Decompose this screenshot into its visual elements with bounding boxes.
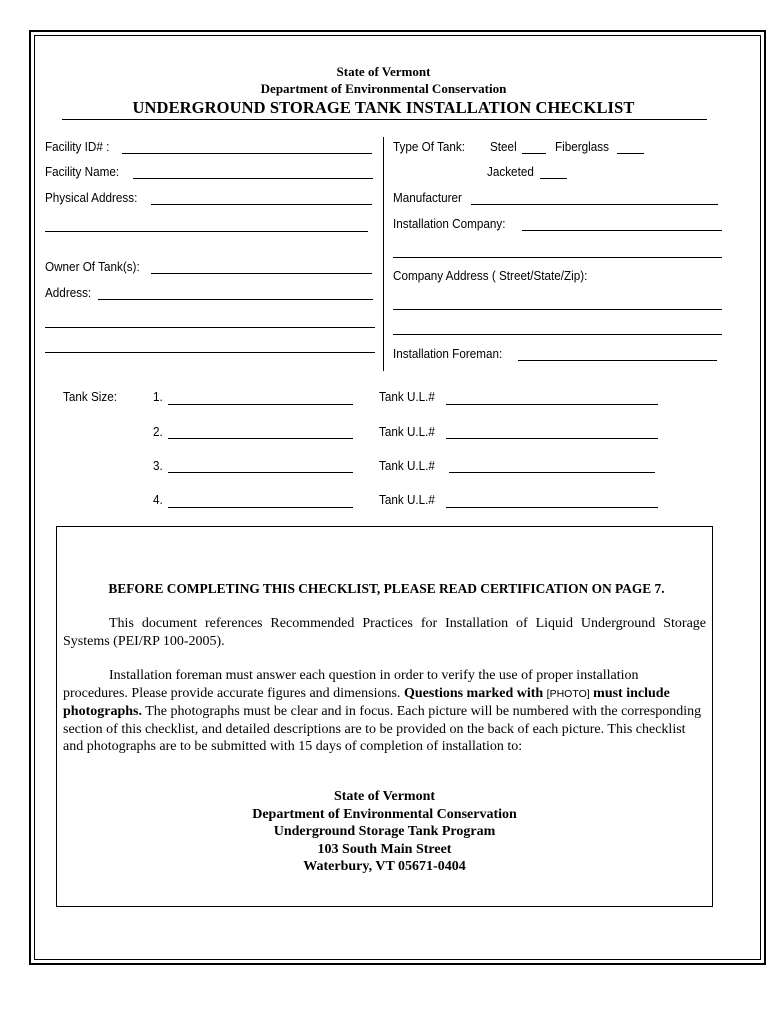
mailing-address-line: 103 South Main Street: [317, 841, 452, 857]
steel-label: Steel: [490, 139, 517, 154]
tank-ul-field-1[interactable]: [446, 404, 658, 405]
notice-p2-bold1: Questions marked with: [403, 685, 547, 701]
address-field[interactable]: [98, 299, 373, 300]
mailing-address-line: Underground Storage Tank Program: [273, 824, 496, 839]
address-field-line2[interactable]: [45, 327, 375, 328]
notice-heading: BEFORE COMPLETING THIS CHECKLIST, PLEASE READ CERTIFICATION ON PAGE 7.: [108, 581, 665, 596]
installation-company-field-line2[interactable]: [393, 257, 722, 258]
installation-foreman-label: Installation Foreman:: [393, 346, 503, 361]
notice-paragraph-2: [63, 667, 706, 756]
type-of-tank-label: Type Of Tank:: [393, 139, 465, 154]
manufacturer-field[interactable]: [471, 204, 718, 205]
tank-ul-label-3: Tank U.L.#: [379, 458, 435, 473]
tank-ul-field-4[interactable]: [446, 507, 658, 508]
header-state: State of Vermont: [336, 64, 431, 79]
tank-ul-label-2: Tank U.L.#: [379, 424, 435, 439]
manufacturer-label: Manufacturer: [393, 190, 462, 205]
column-divider: [383, 137, 384, 371]
notice-p2-start: Installation foreman must answer each question in order to verify the use of proper installation procedures. Please provide accurate figures and dimensions.: [63, 668, 639, 701]
jacketed-label: Jacketed: [487, 164, 534, 179]
address-label: Address:: [45, 285, 92, 300]
page-title: UNDERGROUND STORAGE TANK INSTALLATION CHECKLIST: [132, 98, 635, 117]
installation-company-label: Installation Company:: [393, 216, 506, 231]
address-field-line3[interactable]: [45, 352, 375, 353]
jacketed-field[interactable]: [540, 178, 567, 179]
mailing-address: [60, 788, 709, 876]
facility-id-field[interactable]: [122, 153, 372, 154]
tank-size-field-1[interactable]: [168, 404, 353, 405]
owner-field[interactable]: [151, 273, 372, 274]
owner-label: Owner Of Tank(s):: [45, 259, 140, 274]
physical-address-label: Physical Address:: [45, 190, 138, 205]
tank-size-label: Tank Size:: [63, 389, 117, 404]
tank-number-2: 2.: [153, 424, 163, 439]
photo-tag: [PHOTO]: [546, 687, 590, 700]
company-address-field-line2[interactable]: [393, 334, 722, 335]
company-address-label: Company Address ( Street/State/Zip):: [393, 268, 588, 283]
fiberglass-field[interactable]: [617, 153, 644, 154]
notice-p2-bold2: must include photographs.: [63, 685, 670, 719]
tank-ul-field-3[interactable]: [449, 472, 655, 473]
mailing-address-line: Department of Environmental Conservation: [252, 806, 517, 822]
notice-paragraph-1: This document references Recommended Practices for Installation of Liquid Underground Storage Systems (PEI/RP 100-2005).: [63, 616, 706, 649]
fiberglass-label: Fiberglass: [555, 139, 609, 154]
header-department: Department of Environmental Conservation: [260, 81, 507, 96]
tank-ul-label-1: Tank U.L.#: [379, 389, 435, 404]
steel-field[interactable]: [522, 153, 546, 154]
tank-size-field-2[interactable]: [168, 438, 353, 439]
facility-id-label: Facility ID# :: [45, 139, 110, 154]
tank-number-4: 4.: [153, 492, 163, 507]
tank-number-1: 1.: [153, 389, 163, 404]
title-underline: [62, 119, 707, 120]
facility-name-field[interactable]: [133, 178, 373, 179]
installation-foreman-field[interactable]: [518, 360, 717, 361]
company-address-field[interactable]: [393, 309, 722, 310]
tank-ul-field-2[interactable]: [446, 438, 658, 439]
mailing-address-line: Waterbury, VT 05671-0404: [303, 859, 466, 874]
tank-size-field-3[interactable]: [168, 472, 353, 473]
installation-company-field[interactable]: [522, 230, 722, 231]
notice-p2-end: The photographs must be clear and in focus. Each picture will be numbered with the corresponding section of this checklist, and detailed descriptions are to be provided on the back of each picture. This checklist and photographs are to be submitted with 15 days of completion of installation to:: [63, 704, 702, 754]
facility-name-label: Facility Name:: [45, 164, 120, 179]
tank-number-3: 3.: [153, 458, 163, 473]
physical-address-field[interactable]: [151, 204, 372, 205]
tank-ul-label-4: Tank U.L.#: [379, 492, 435, 507]
mailing-address-line: State of Vermont: [333, 789, 436, 804]
physical-address-field-line2[interactable]: [45, 231, 368, 232]
tank-size-field-4[interactable]: [168, 507, 353, 508]
